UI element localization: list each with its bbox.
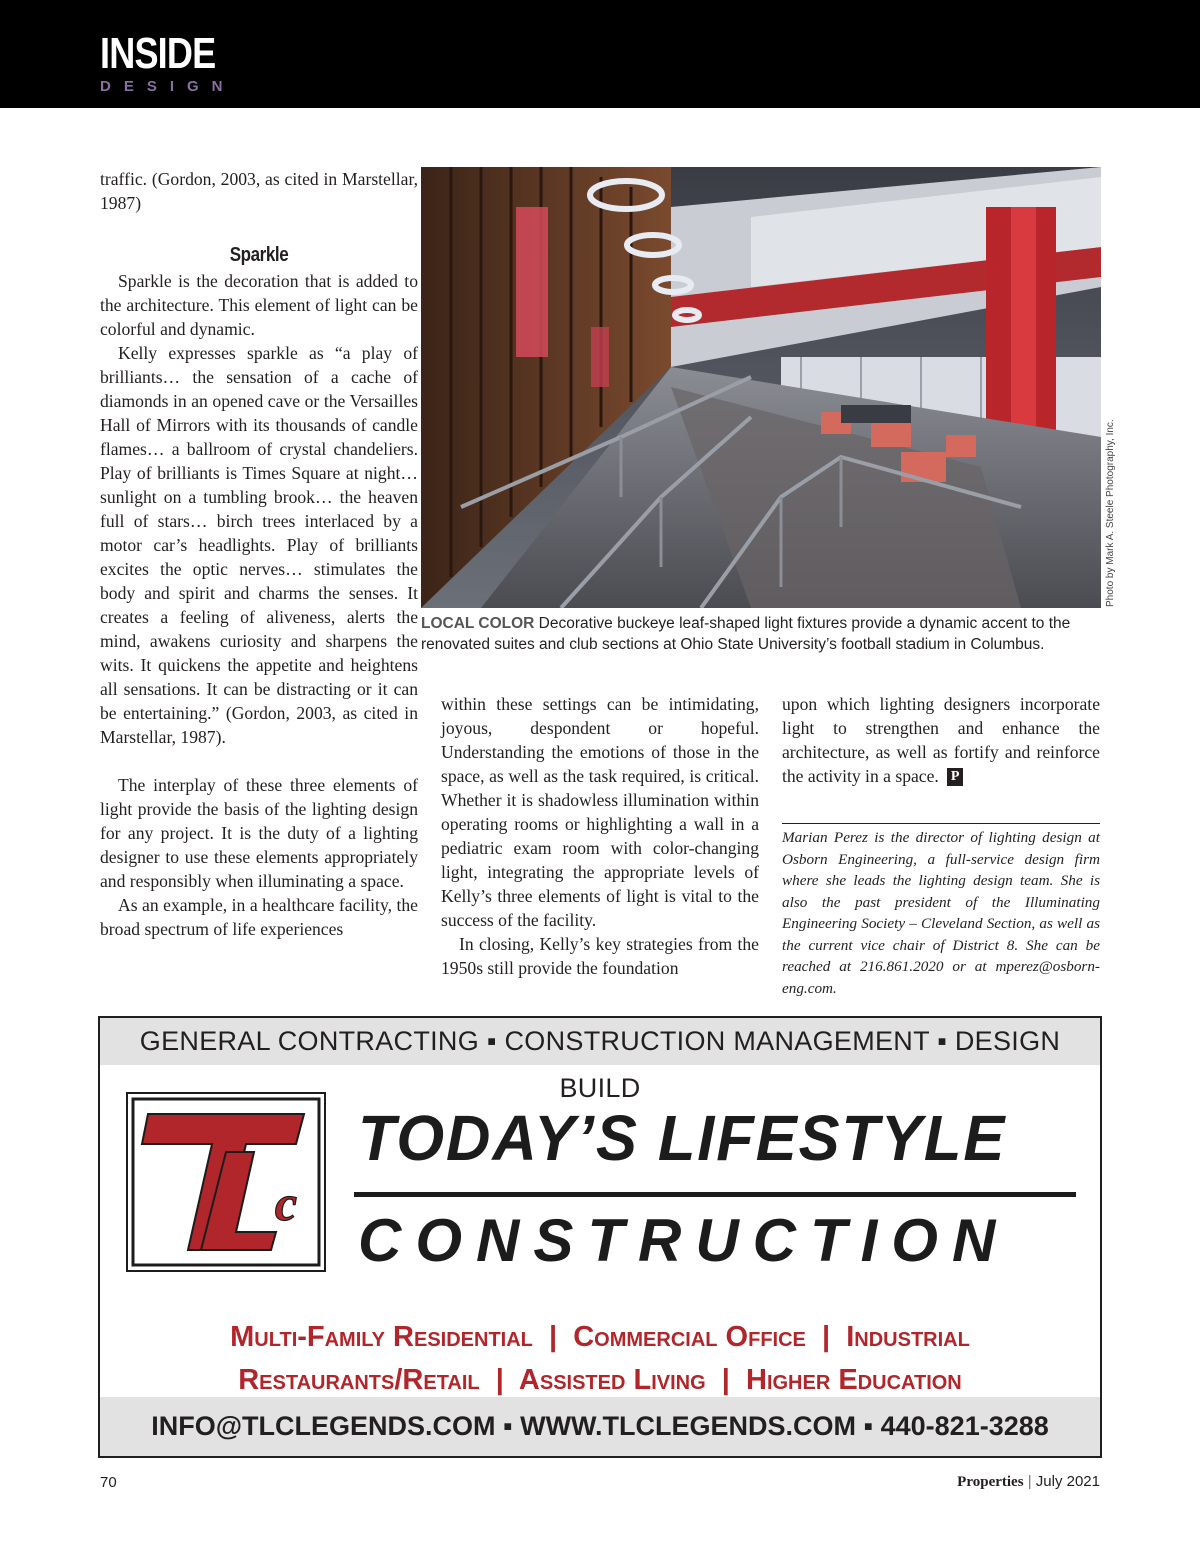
brand-name-line1: TODAY’S LIFESTYLE [358, 1102, 1007, 1174]
svg-text:c: c [274, 1175, 298, 1231]
page-header [0, 0, 1200, 108]
paragraph: Sparkle is the decoration that is added to the architecture. This element of light can be colorful and dynamic. [100, 271, 418, 339]
services-line-2: Restaurants/Retail | Assisted Living | Higher Education [238, 1364, 962, 1396]
article-column-1 [100, 167, 418, 941]
tlc-logo-mark [126, 1092, 326, 1272]
paragraph: traffic. (Gordon, 2003, as cited in Marstellar, 1987) [100, 169, 418, 213]
paragraph: The interplay of these three elements of light provide the basis of the lighting design for any project. It is the duty of a lighting designer to use these elements appropriately and responsibly when illuminating a space. [100, 775, 418, 891]
brand-name-line2: CONSTRUCTION [358, 1207, 1010, 1274]
paragraph: within these settings can be intimidating, joyous, despondent or hopeful. Understanding the emotions of those in the space, as well as the task required, is critical. Whether it is shadowless illumination within operating rooms or highlighting a wall in a pediatric exam room with color-changing light, integrating the appropriate levels of Kelly’s three elements of light is vital to the success of the facility. [441, 694, 759, 930]
stadium-club-photo [421, 167, 1101, 608]
end-mark-icon: P [947, 768, 964, 786]
article-column-3 [782, 692, 1100, 788]
paragraph: As an example, in a healthcare facility, the broad spectrum of life experiences [100, 895, 418, 939]
photo-credit: Photo by Mark A. Steele Photography, Inc. [1105, 419, 1116, 607]
section-subtitle: DESIGN [100, 78, 236, 95]
paragraph [782, 692, 1100, 788]
tlc-logo [126, 1092, 326, 1272]
paragraph: In closing, Kelly’s key strategies from the 1950s still provide the foundation [441, 934, 759, 978]
publication-name: Properties [957, 1474, 1024, 1490]
paragraph: Kelly expresses sparkle as “a play of brilliants… the sensation of a cache of diamonds in an opened cave or the Versailles Hall of Mirrors with its thousands of candle flames… a ballroom of crystal chandeliers. Play of brilliants is Times Square at night… sunlight on a tumbling brook… the heaven full of stars… birch trees interlaced by a motor car’s headlights. Play of brilliants excites the optic nerves… stimulates the body and spirit and charms the senses. It creates a feeling of aliveness, alerts the mind, awakens curiosity and sharpens the wits. It quickens the appetite and heightens all sensations. It can be distracting or it can be entertaining.” (Gordon, 2003, as cited in Marstellar, 1987). [100, 343, 418, 747]
article-column-2 [441, 692, 759, 980]
caption-label: LOCAL COLOR [421, 615, 535, 632]
paragraph-text: upon which lighting designers incorporate light to strengthen and enhance the architecture, as well as fortify and reinforce the activity in a space. [782, 694, 1100, 786]
ad-contact-banner: INFO@TLCLEGENDS.COM ▪ WWW.TLCLEGENDS.COM ▪ 440-821-3288 [100, 1397, 1100, 1456]
footer-separator: | [1023, 1473, 1036, 1490]
services-line-1: Multi-Family Residential | Commercial Office | Industrial [230, 1321, 970, 1353]
issue-date: July 2021 [1035, 1473, 1100, 1490]
brand-divider [354, 1192, 1076, 1197]
bio-divider [782, 823, 1100, 824]
author-bio: Marian Perez is the director of lighting design at Osborn Engineering, a full-service design firm where she leads the lighting design team. She is also the past president of the Illuminating Engineering Society – Cleveland Section, as well as the current vice chair of District 8. She can be reached at 216.861.2020 or at mperez@osborn-eng.com. [782, 829, 1100, 997]
page-number: 70 [100, 1474, 117, 1491]
footer-publication [957, 1473, 1100, 1491]
ad-top-banner: GENERAL CONTRACTING ▪ CONSTRUCTION MANAGEMENT ▪ DESIGN BUILD [100, 1018, 1100, 1065]
subhead-sparkle: Sparkle [229, 244, 289, 266]
photo-caption [421, 613, 1111, 655]
photo-illustration [421, 167, 1101, 608]
section-title: INSIDE [100, 29, 216, 78]
caption-text: Decorative buckeye leaf-shaped light fixtures provide a dynamic accent to the renovated suites and club sections at Ohio State University’s football stadium in Columbus. [421, 615, 1071, 653]
advertisement [98, 1016, 1102, 1458]
